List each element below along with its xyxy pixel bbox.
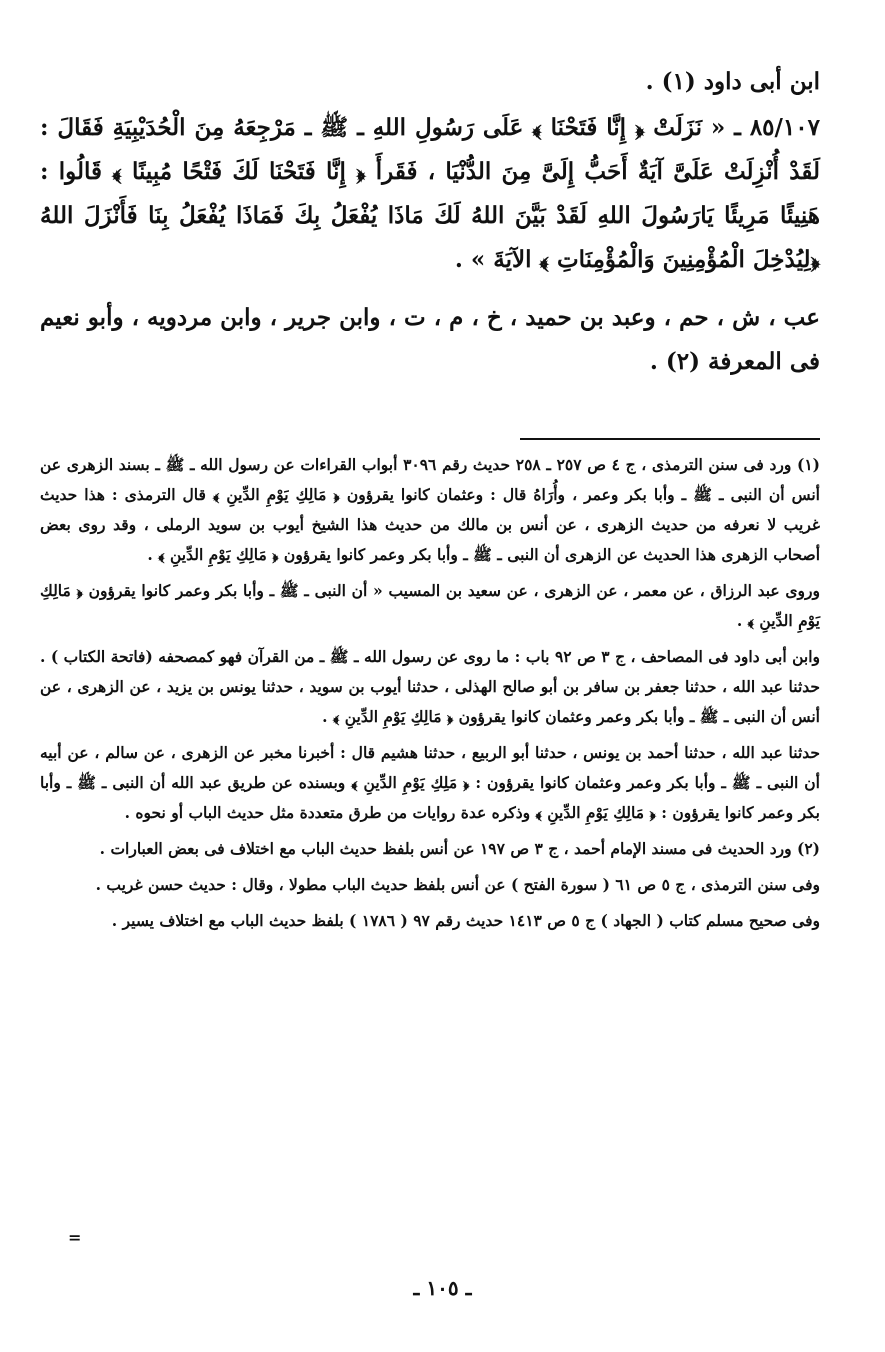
page-number: ـ ١٠٥ ـ bbox=[413, 1276, 472, 1300]
header-line: ابن أبى داود (١) . bbox=[645, 68, 820, 95]
footnote-2-para-1: (٢) ورد الحديث فى مسند الإمام أحمد ، ج ٣ ص ١٩٧ عن أنس بلفظ حديث الباب مع اختلاف فى بعض العبارات . bbox=[99, 839, 820, 858]
main-text bbox=[40, 60, 820, 384]
continuation-marker: = bbox=[68, 1228, 82, 1247]
footnote-2-para-3: وفى صحيح مسلم كتاب ( الجهاد ) ج ٥ ص ١٤١٣ حديث رقم ٩٧ ( ١٧٨٦ ) بلفظ حديث الباب مع اختلاف يسير . bbox=[111, 911, 820, 930]
footnote-1-para-4: حدثنا عبد الله ، حدثنا أحمد بن يونس ، حدثنا أبو الربيع ، حدثنا هشيم قال : أخبرنا مخبر عن الزهرى ، عن سالم ، عن أبيه أن النبى ـ ﷺ ـ وأبا بكر وعمر وعثمان كانوا يقرؤون : ﴿ مَلِكِ يَوْمِ الدِّينِ ﴾ وبسنده عن طريق عبد الله أن النبى ـ ﷺ ـ وأبا بكر وعمر كانوا يقرؤون : ﴿ مَالِكِ يَوْمِ الدِّينِ ﴾ وذكره عدة روايات من طرق متعددة مثل حديث الباب أو نحوه . bbox=[40, 743, 820, 822]
footnote-1-para-1: (١) ورد فى سنن الترمذى ، ج ٤ ص ٢٥٧ ـ ٢٥٨ حديث رقم ٣٠٩٦ أبواب القراءات عن رسول الله ـ ﷺ ـ بسند الزهرى عن أنس أن النبى ـ ﷺ ـ وأبا بكر وعمر ، وأُرَاهُ قال : وعثمان كانوا يقرؤون ﴿ مَالِكِ يَوْمِ الدِّينِ ﴾ قال الترمذى : هذا حديث غريب لا نعرفه من حديث الزهرى ، عن أنس بن مالك من حديث هذا الشيخ أيوب بن سويد الرملى ، وقد روى بعض أصحاب الزهرى هذا الحديث عن الزهرى أن النبى ـ ﷺ ـ وأبا بكر وعمر كانوا يقرؤون ﴿ مَالِكِ يَوْمِ الدِّينِ ﴾ . bbox=[40, 455, 820, 564]
footnotes bbox=[40, 450, 820, 942]
footnote-1-para-3: وابن أبى داود فى المصاحف ، ج ٣ ص ٩٢ باب : ما روى عن رسول الله ـ ﷺ ـ من القرآن فهو كمصحفه (فاتحة الكتاب ) . حدثنا عبد الله ، حدثنا جعفر بن سافر بن أبو صالح الهذلى ، حدثنا أيوب بن سويد ، حدثنا يونس بن يزيد ، عن الزهرى ، عن أنس أن النبى ـ ﷺ ـ وأبا بكر وعمر وعثمان كانوا يقرؤون ﴿ مَالِكِ يَوْمِ الدِّينِ ﴾ . bbox=[40, 647, 820, 726]
footnote-separator bbox=[520, 438, 820, 440]
footnote-2-para-2: وفى سنن الترمذى ، ج ٥ ص ٦١ ( سورة الفتح ) عن أنس بلفظ حديث الباب مطولا ، وقال : حديث حسن غريب . bbox=[95, 875, 820, 894]
sources-text: عب ، ش ، حم ، وعبد بن حميد ، خ ، م ، ت ، وابن جرير ، وابن مردويه ، وأبو نعيم فى المعرفة (٢) . bbox=[40, 304, 820, 375]
footnote-1-para-2: وروى عبد الرزاق ، عن معمر ، عن الزهرى ، عن سعيد بن المسيب « أن النبى ـ ﷺ ـ وأبا بكر وعمر كانوا يقرؤون ﴿ مَالِكِ يَوْمِ الدِّينِ ﴾ . bbox=[40, 581, 820, 630]
hadith-text: ٨٥/١٠٧ ـ « نَزَلَتْ ﴿ إِنَّا فَتَحْنَا ﴾ عَلَى رَسُولِ اللهِ ـ ﷺ ـ مَرْجِعَهُ مِنَ الْحُدَيْبِيَةِ فَقَالَ : لَقَدْ أُنْزِلَتْ عَلَىَّ آيَةٌ أَحَبُّ إِلَىَّ مِنَ الدُّنْيَا ، فَقَرأَ ﴿ إِنَّا فَتَحْنَا لَكَ فَتْحًا مُبِينًا ﴾ قَالُوا : هَنِيئًا مَرِيئًا يَارَسُولَ اللهِ لَقَدْ بَيَّنَ اللهُ لَكَ مَاذَا يُفْعَلُ بِكَ فَمَاذَا يُفْعَلُ بِنَا فَأَنْزَلَ اللهُ ﴿لِيُدْخِلَ الْمُؤْمِنِينَ وَالْمُؤْمِنَاتِ ﴾ الآيَةَ » . bbox=[40, 114, 820, 273]
